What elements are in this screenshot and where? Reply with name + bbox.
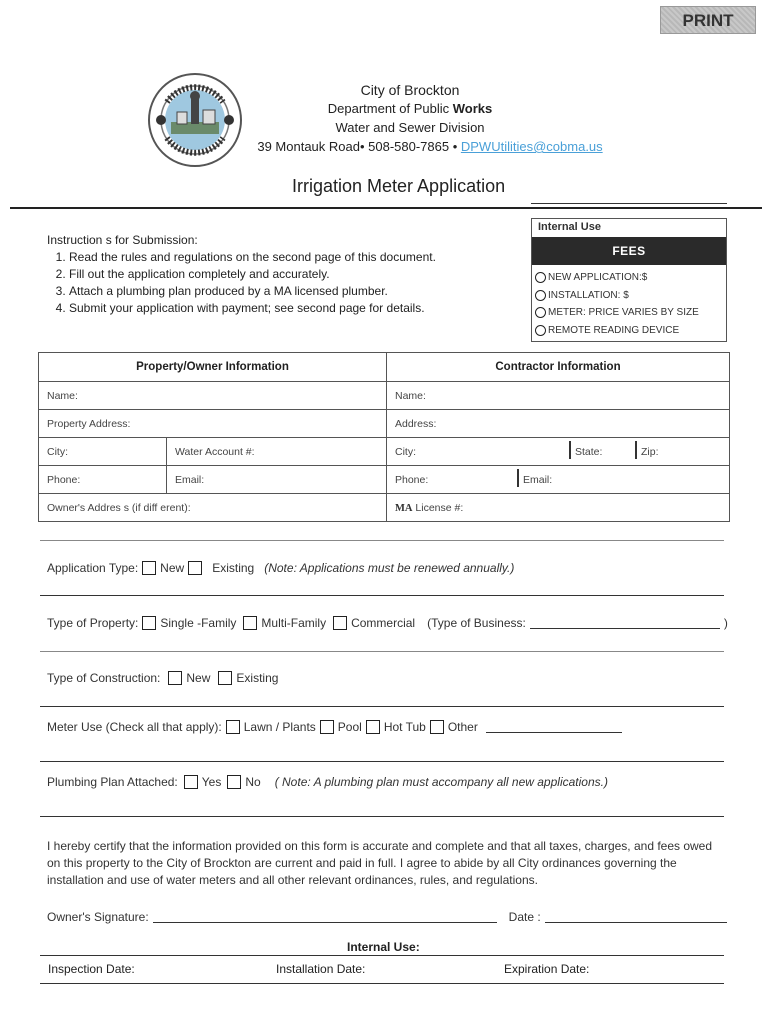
divider [40, 595, 724, 596]
other-checkbox[interactable] [430, 720, 444, 734]
plumbing-note: ( Note: A plumbing plan must accompany all new applications.) [274, 775, 608, 789]
owner-email-field[interactable]: Email: [167, 466, 387, 494]
info-table [38, 352, 730, 522]
construction-existing-label: Existing [236, 671, 279, 685]
certification-text: I hereby certify that the information provided on this form is accurate and complete and that all taxes, charges, and fees owed on this property to the City of Brockton are current and paid in full. I agree to abide by all City ordinances governing the installation and use of water meters and all other relevant ordinances, rules, and regulations. [47, 839, 713, 887]
fee-label: INSTALLATION: $ [548, 289, 629, 301]
internal-use-heading: Internal Use: [347, 940, 420, 954]
divider [40, 816, 724, 817]
multi-family-label: Multi-Family [261, 616, 327, 630]
instructions [47, 232, 436, 317]
instructions-heading: Instruction s for Submission: [47, 233, 198, 247]
inspection-date-label[interactable]: Inspection Date: [48, 962, 135, 976]
plumbing-plan-label: Plumbing Plan Attached: [47, 775, 178, 789]
single-family-checkbox[interactable] [142, 616, 156, 630]
fee-label: REMOTE READING DEVICE [548, 324, 680, 336]
signature-date-input[interactable] [545, 911, 727, 923]
instruction-item: 2. Fill out the application completely and accurately. [69, 266, 436, 283]
divider [40, 761, 724, 762]
application-existing-checkbox[interactable] [188, 561, 202, 575]
meter-use-label: Meter Use (Check all that apply): [47, 720, 222, 734]
hot-tub-label: Hot Tub [383, 720, 426, 734]
owner-info-header: Property/Owner Information [39, 353, 387, 382]
pool-checkbox[interactable] [320, 720, 334, 734]
application-new-checkbox[interactable] [142, 561, 156, 575]
owner-phone-field[interactable]: Phone: [39, 466, 167, 494]
email-link[interactable]: DPWUtilities@cobma.us [460, 139, 603, 154]
contractor-address-field[interactable]: Address: [387, 410, 730, 438]
expiration-date-label[interactable]: Expiration Date: [504, 962, 590, 976]
lawn-label: Lawn / Plants [243, 720, 316, 734]
plumbing-no-checkbox[interactable] [227, 775, 241, 789]
meter-use-row [47, 720, 622, 734]
contractor-info-header: Contractor Information [387, 353, 730, 382]
business-type-close: ) [723, 616, 728, 630]
renewal-note: (Note: Applications must be renewed annually.) [264, 561, 515, 575]
division-name: Water and Sewer Division [335, 120, 485, 135]
contractor-state-field[interactable]: State: [569, 441, 602, 459]
owner-city-field[interactable]: City: [39, 438, 167, 466]
license-label: License #: [412, 501, 464, 514]
property-type-row [47, 616, 728, 630]
contact-address: 39 Montauk Road• 508-580-7865 • [257, 139, 461, 154]
contractor-license-field[interactable] [387, 494, 730, 522]
city-name: City of Brockton [360, 82, 460, 98]
fee-meter[interactable] [532, 304, 726, 322]
application-type-label: Application Type: [47, 561, 139, 575]
instruction-item: 1. Read the rules and regulations on the second page of this document. [69, 249, 436, 266]
construction-type-row [47, 671, 278, 685]
application-type-row [47, 561, 514, 575]
application-existing-label: Existing [212, 561, 255, 575]
construction-existing-checkbox[interactable] [218, 671, 232, 685]
contractor-city-row [387, 438, 730, 466]
owner-signature-label: Owner's Signature: [47, 910, 149, 924]
other-label: Other [447, 720, 478, 734]
signature-date-label: Date : [508, 910, 541, 924]
single-family-label: Single -Family [160, 616, 237, 630]
business-type-label: (Type of Business: [427, 616, 526, 630]
page-title: Irrigation Meter Application [292, 176, 506, 196]
water-account-field[interactable]: Water Account #: [167, 438, 387, 466]
business-type-input[interactable] [530, 617, 720, 629]
department-bold-label: Works [452, 101, 493, 116]
department-name [230, 101, 590, 116]
divider [40, 540, 724, 541]
print-button[interactable]: PRINT [660, 6, 756, 34]
other-input[interactable] [486, 721, 622, 733]
commercial-checkbox[interactable] [333, 616, 347, 630]
owner-mailing-address-field[interactable]: Owner's Addres s (if diff erent): [39, 494, 387, 522]
contractor-email-field[interactable]: Email: [517, 469, 552, 487]
fee-new-application[interactable] [532, 269, 726, 287]
plumbing-no-label: No [245, 775, 261, 789]
title-divider [10, 207, 762, 209]
fee-installation[interactable] [532, 287, 726, 305]
radio-icon [535, 272, 546, 283]
installation-date-label[interactable]: Installation Date: [276, 962, 366, 976]
plumbing-yes-label: Yes [201, 775, 222, 789]
construction-type-label: Type of Construction: [47, 671, 161, 685]
divider [40, 651, 724, 652]
divider [40, 706, 724, 707]
application-new-label: New [160, 561, 185, 575]
ma-label: MA [395, 502, 413, 514]
radio-icon [535, 290, 546, 301]
fees-heading: FEES [532, 237, 726, 265]
fees-box [531, 218, 727, 342]
contact-line [220, 139, 640, 154]
fees-internal-use-label: Internal Use [538, 221, 601, 233]
contractor-zip-field[interactable]: Zip: [635, 441, 659, 459]
divider [40, 955, 724, 956]
owner-name-field[interactable]: Name: [39, 382, 387, 410]
contractor-name-field[interactable]: Name: [387, 382, 730, 410]
department-label: Department of Public [327, 101, 453, 116]
title-right-rule [531, 203, 727, 204]
divider [40, 983, 724, 984]
signature-row [47, 910, 727, 924]
fee-label: NEW APPLICATION:$ [548, 272, 648, 284]
contractor-city-field[interactable]: City: [395, 445, 416, 458]
radio-icon [535, 325, 546, 336]
property-address-field[interactable]: Property Address: [39, 410, 387, 438]
fee-remote-reading[interactable] [532, 322, 726, 340]
construction-new-checkbox[interactable] [168, 671, 182, 685]
plumbing-yes-checkbox[interactable] [184, 775, 198, 789]
lawn-checkbox[interactable] [226, 720, 240, 734]
pool-label: Pool [337, 720, 362, 734]
fee-label: METER: PRICE VARIES BY SIZE [548, 307, 699, 319]
commercial-label: Commercial [351, 616, 416, 630]
contractor-phone-field[interactable]: Phone: [395, 473, 429, 486]
instruction-item: 3. Attach a plumbing plan produced by a MA licensed plumber. [69, 283, 436, 300]
plumbing-plan-row [47, 775, 608, 789]
contractor-phone-row [387, 466, 730, 494]
instruction-item: 4. Submit your application with payment; see second page for details. [69, 300, 436, 317]
hot-tub-checkbox[interactable] [366, 720, 380, 734]
property-type-label: Type of Property: [47, 616, 139, 630]
construction-new-label: New [186, 671, 211, 685]
radio-icon [535, 307, 546, 318]
multi-family-checkbox[interactable] [243, 616, 257, 630]
owner-signature-input[interactable] [153, 911, 497, 923]
